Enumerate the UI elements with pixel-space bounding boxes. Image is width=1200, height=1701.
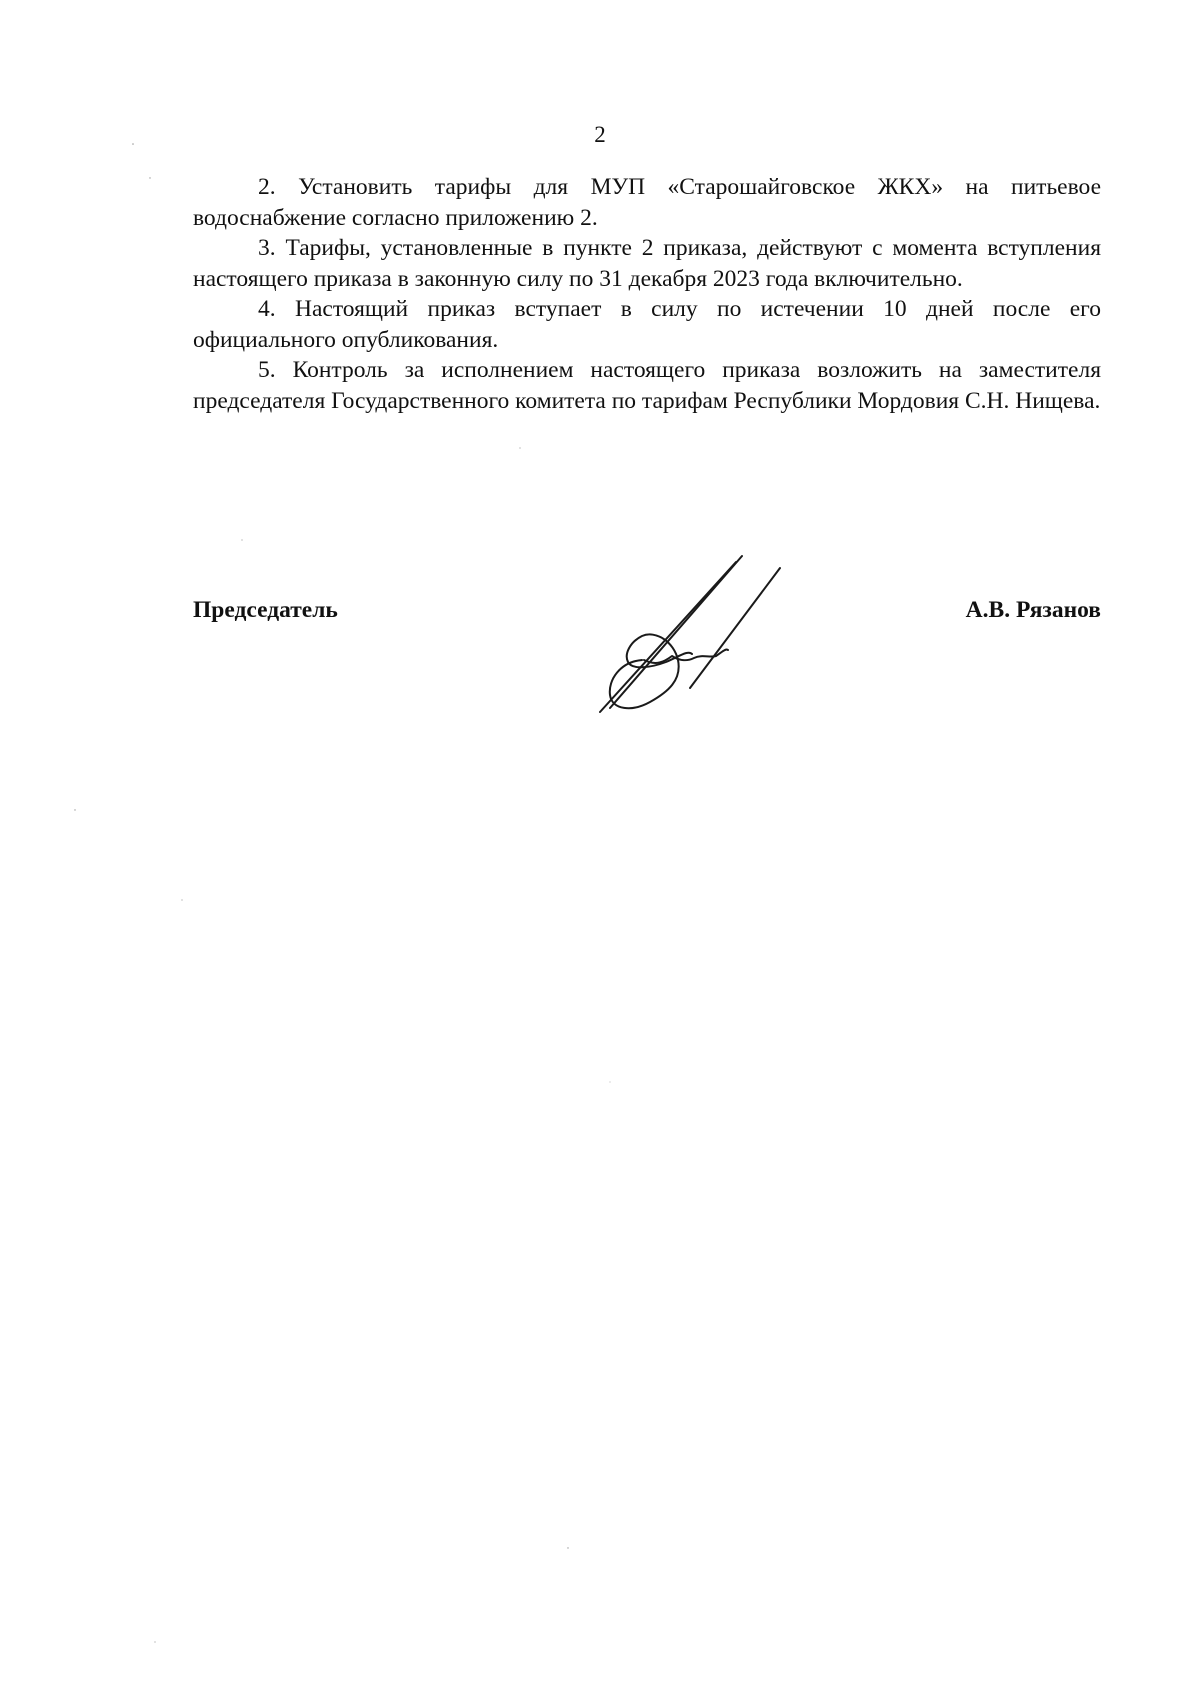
signature-tail-stroke: [644, 649, 728, 663]
page-number: 2: [594, 122, 606, 147]
paragraph-item-4: 4. Настоящий приказ вступает в силу по истечении 10 дней после его официального опубликования.: [193, 296, 1101, 353]
handwritten-signature: [570, 550, 830, 720]
document-body: [193, 172, 1101, 416]
paragraph-item-2: 2. Установить тарифы для МУП «Старошайговское ЖКХ» на питьевое водоснабжение согласно приложению 2.: [193, 174, 1101, 231]
paragraph-item-5: 5. Контроль за исполнением настоящего приказа возложить на заместителя председателя Государственного комитета по тарифам Республики Мордовия С.Н. Нищева.: [193, 357, 1101, 414]
signer-name: А.В. Рязанов: [965, 597, 1101, 623]
paragraph-item-3: 3. Тарифы, установленные в пункте 2 приказа, действуют с момента вступления настоящего приказа в законную силу по 31 декабря 2023 года включительно.: [193, 235, 1101, 292]
signature-stroke-3: [690, 568, 780, 688]
signature-loop-stroke: [610, 634, 692, 708]
signature-stroke-2: [610, 556, 742, 708]
signer-title: Председатель: [193, 597, 338, 623]
